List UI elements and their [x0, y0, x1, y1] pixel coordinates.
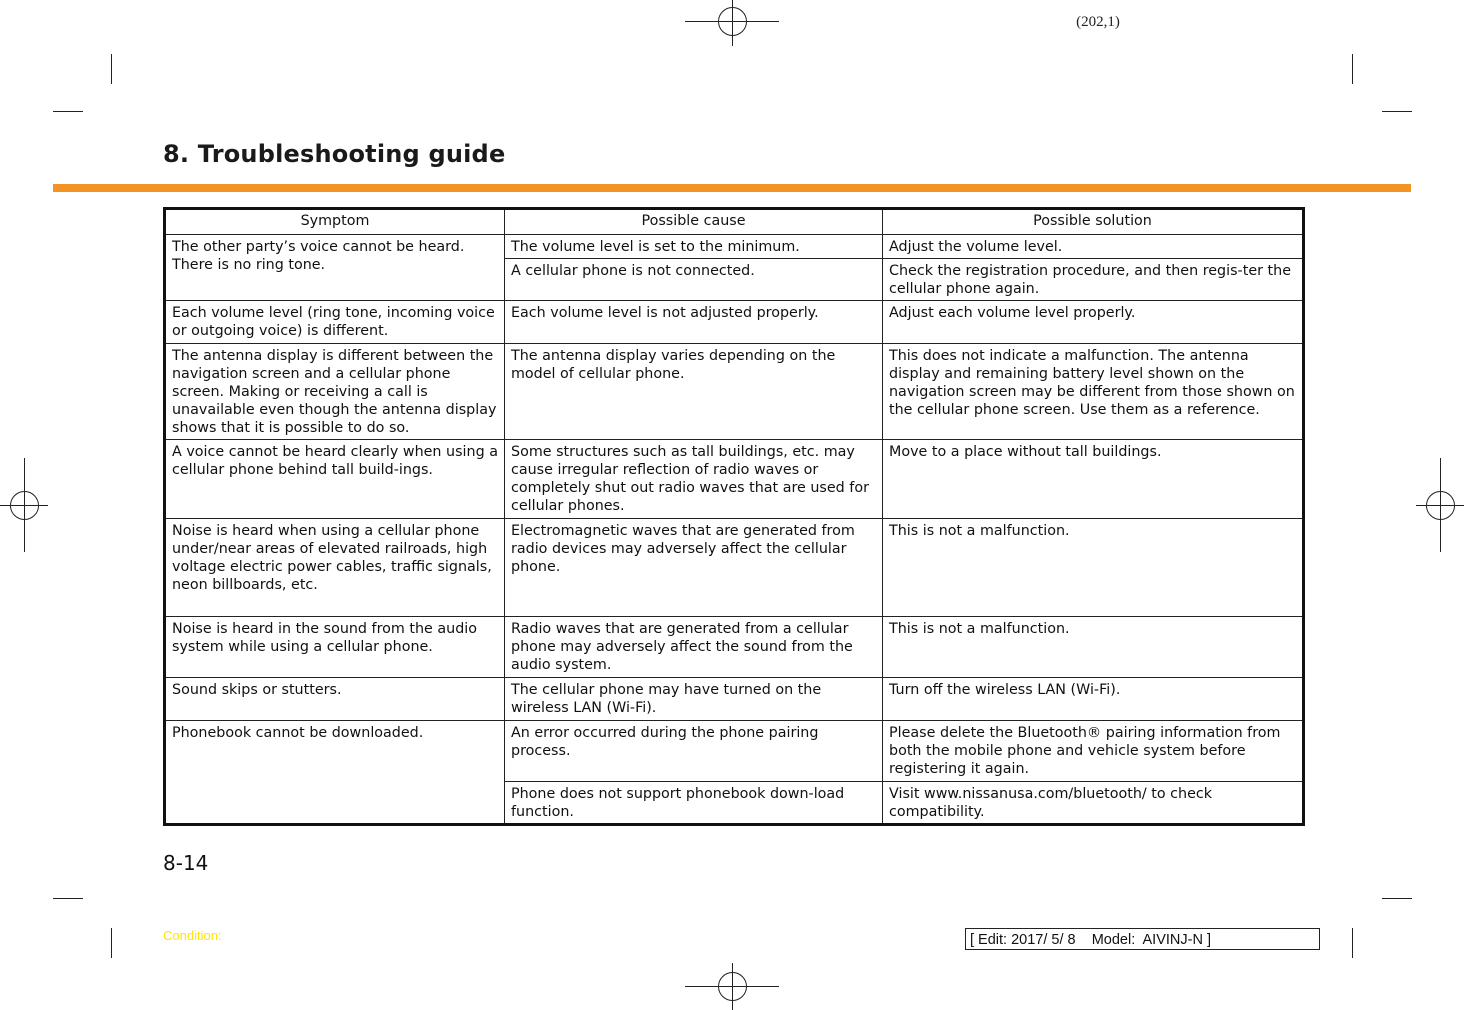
registration-mark-circle [718, 972, 747, 1001]
crop-mark-line [1382, 111, 1412, 112]
table-row [165, 344, 1304, 440]
solution-cell: Turn off the wireless LAN (Wi-Fi). [883, 678, 1304, 721]
cause-cell: Radio waves that are generated from a cellular phone may adversely affect the sound from the audio system. [505, 617, 883, 678]
symptom-cell: Each volume level (ring tone, incoming voice or outgoing voice) is different. [165, 301, 505, 344]
table-row [165, 440, 1304, 519]
cause-cell: Some structures such as tall buildings, etc. may cause irregular reflection of radio waves or completely shut out radio waves that are used for cellular phones. [505, 440, 883, 519]
symptom-cell: The antenna display is different between the navigation screen and a cellular phone screen. Making or receiving a call is unavailable even though the antenna display shows that it is possible to do so. [165, 344, 505, 440]
troubleshooting-table [163, 207, 1305, 826]
solution-cell: Move to a place without tall buildings. [883, 440, 1304, 519]
solution-cell: Check the registration procedure, and then regis-ter the cellular phone again. [883, 259, 1304, 301]
table-row [165, 301, 1304, 344]
cause-cell: An error occurred during the phone pairing process. [505, 721, 883, 782]
condition-label: Condition: [163, 928, 222, 943]
crop-mark-line [1352, 928, 1353, 958]
solution-cell: This is not a malfunction. [883, 617, 1304, 678]
crop-mark-line [1352, 54, 1353, 84]
edit-info-box: [ Edit: 2017/ 5/ 8 Model: AIVINJ-N ] [965, 928, 1320, 950]
section-accent-bar [53, 184, 1411, 192]
header-possible-cause: Possible cause [505, 209, 883, 235]
page-title: 8. Troubleshooting guide [163, 140, 506, 168]
registration-mark-circle [1426, 491, 1455, 520]
symptom-cell: Phonebook cannot be downloaded. [165, 721, 505, 825]
cause-cell: Each volume level is not adjusted properly. [505, 301, 883, 344]
solution-cell: This does not indicate a malfunction. The antenna display and remaining battery level shown on the navigation screen may be different from those shown on the cellular phone screen. Use them as a reference. [883, 344, 1304, 440]
cause-cell: A cellular phone is not connected. [505, 259, 883, 301]
symptom-cell: Noise is heard in the sound from the audio system while using a cellular phone. [165, 617, 505, 678]
table-row [165, 235, 1304, 259]
table-row [165, 721, 1304, 782]
symptom-cell: Noise is heard when using a cellular phone under/near areas of elevated railroads, high voltage electric power cables, traffic signals, neon billboards, etc. [165, 519, 505, 617]
symptom-cell: The other party’s voice cannot be heard. There is no ring tone. [165, 235, 505, 301]
symptom-cell: A voice cannot be heard clearly when using a cellular phone behind tall build-ings. [165, 440, 505, 519]
page-number: 8-14 [163, 851, 209, 875]
solution-cell: Visit www.nissanusa.com/bluetooth/ to check compatibility. [883, 782, 1304, 825]
registration-mark-circle [718, 7, 747, 36]
crop-mark-line [53, 898, 83, 899]
solution-cell: Adjust the volume level. [883, 235, 1304, 259]
page-reference: (202,1) [1076, 14, 1120, 30]
solution-cell: Please delete the Bluetooth® pairing information from both the mobile phone and vehicle system before registering it again. [883, 721, 1304, 782]
cause-cell: Electromagnetic waves that are generated from radio devices may adversely affect the cellular phone. [505, 519, 883, 617]
registration-mark-circle [10, 491, 39, 520]
table-row [165, 617, 1304, 678]
crop-mark-line [53, 111, 83, 112]
symptom-cell: Sound skips or stutters. [165, 678, 505, 721]
cause-cell: The antenna display varies depending on the model of cellular phone. [505, 344, 883, 440]
table-row [165, 519, 1304, 617]
solution-cell: Adjust each volume level properly. [883, 301, 1304, 344]
header-symptom: Symptom [165, 209, 505, 235]
crop-mark-line [111, 928, 112, 958]
crop-mark-line [111, 54, 112, 84]
table-header-row [165, 209, 1304, 235]
cause-cell: Phone does not support phonebook down-load function. [505, 782, 883, 825]
solution-cell: This is not a malfunction. [883, 519, 1304, 617]
table-row [165, 678, 1304, 721]
header-possible-solution: Possible solution [883, 209, 1304, 235]
cause-cell: The volume level is set to the minimum. [505, 235, 883, 259]
crop-mark-line [1382, 898, 1412, 899]
cause-cell: The cellular phone may have turned on the wireless LAN (Wi-Fi). [505, 678, 883, 721]
